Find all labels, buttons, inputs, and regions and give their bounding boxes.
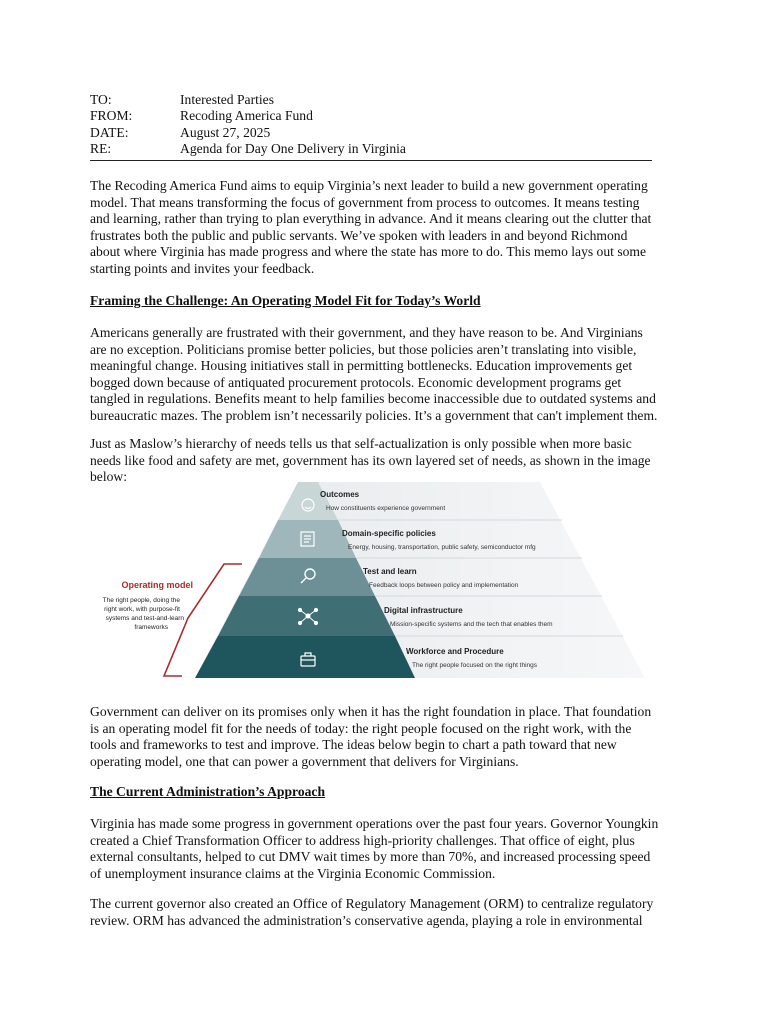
memo-to-label: TO: — [90, 92, 112, 107]
framing-paragraph-3: Government can deliver on its promises only when it has the right foundation in place. That foundation is an operating model fit for the needs of today: the right people focused on the right work, with the tools and frameworks to test and improve. The ideas below begin to chart a path toward that new operating model, one that can power a government that delivers for Virginians. — [90, 704, 652, 769]
layer-title-domain-policies: Domain-specific policies — [342, 529, 436, 538]
layer-desc-domain-policies: Energy, housing, transportation, public safety, semiconductor mfg — [348, 544, 536, 551]
section-heading-framing: Framing the Challenge: An Operating Model Fit for Today’s World — [90, 293, 481, 308]
layer-title-digital-infrastructure: Digital infrastructure — [384, 606, 463, 615]
administration-paragraph-1: Virginia has made some progress in government operations over the past four years. Governor Youngkin created a Chief Transformation Officer to address high-priority challenges. That office of eight, plus external consultants, helped to cut DMV wait times by more than 70%, and increased processing speed of unemployment insurance claims at the Virginia Economic Commission. — [90, 816, 659, 881]
pyramid-layer-workforce — [195, 636, 415, 678]
government-needs-pyramid — [70, 478, 660, 683]
memo-date-value: August 27, 2025 — [180, 124, 271, 140]
memo-date-label: DATE: — [90, 124, 129, 140]
memo-re-label: RE: — [90, 141, 112, 157]
intro-paragraph: The Recoding America Fund aims to equip Virginia’s next leader to build a new government operating model. That means transforming the focus of government from process to outcomes. It means testing and learning, rather than trying to plan everything in advance. And it means clearing out the clutter that frustrates both the public and public servants. We’ve spoken with leaders in and beyond Richmond about where Virginia has made progress and where the state has more to do. This memo lays out some starting points and invites your feedback. — [90, 178, 652, 276]
layer-desc-test-learn: Feedback loops between policy and implementation — [369, 582, 519, 589]
layer-title-test-learn: Test and learn — [363, 567, 417, 576]
header-divider — [90, 160, 652, 161]
administration-paragraph-2: The current governor also created an Office of Regulatory Management (ORM) to centralize regulatory review. ORM has advanced the administration’s conservative agenda, playing a role in environmental — [90, 896, 654, 928]
memo-re-value: Agenda for Day One Delivery in Virginia — [180, 141, 406, 157]
memo-to-value: Interested Parties — [180, 92, 274, 107]
layer-title-workforce: Workforce and Procedure — [406, 647, 504, 656]
layer-title-outcomes: Outcomes — [320, 490, 360, 499]
operating-model-title: Operating model — [121, 580, 193, 590]
layer-desc-outcomes: How constituents experience government — [326, 505, 446, 512]
section-heading-current-administration: The Current Administration’s Approach — [90, 784, 326, 799]
memo-to-row — [90, 92, 652, 108]
operating-model-desc-line: The right people, doing the — [102, 597, 180, 604]
memo-from-row — [90, 108, 652, 124]
layer-desc-workforce: The right people focused on the right things — [412, 662, 538, 669]
operating-model-desc-line: frameworks — [134, 624, 168, 631]
framing-paragraph-1: Americans generally are frustrated with their government, and they have reason to be. And Virginians are no exception. Politicians promise better policies, but those policies aren’t translating into visible, meaningful change. Housing initiatives stall in permitting bottlenecks. Education improvements get bogged down because of antiquated procurement protocols. Economic development programs get tangled in regulations. Benefits meant to help families become inaccessible due to outdated systems and bureaucratic mazes. The problem isn’t necessarily policies. It’s a government that can't implement them. — [90, 325, 658, 423]
pyramid-layer-test-learn — [239, 558, 375, 596]
operating-model-desc-line: systems and test-and-learn — [105, 615, 184, 622]
memo-date-row — [90, 125, 652, 141]
memo-from-value: Recoding America Fund — [180, 108, 313, 124]
layer-desc-digital-infrastructure: Mission-specific systems and the tech that enables them — [390, 621, 553, 628]
operating-model-desc-line: right work, with purpose-fit — [104, 606, 180, 613]
memo-re-row — [90, 141, 652, 157]
framing-paragraph-2: Just as Maslow’s hierarchy of needs tells us that self-actualization is only possible when more basic needs like food and safety are met, government has its own layered set of needs, as shown in the image below: — [90, 436, 651, 485]
memo-header — [90, 92, 652, 158]
memo-from-label: FROM: — [90, 108, 133, 124]
